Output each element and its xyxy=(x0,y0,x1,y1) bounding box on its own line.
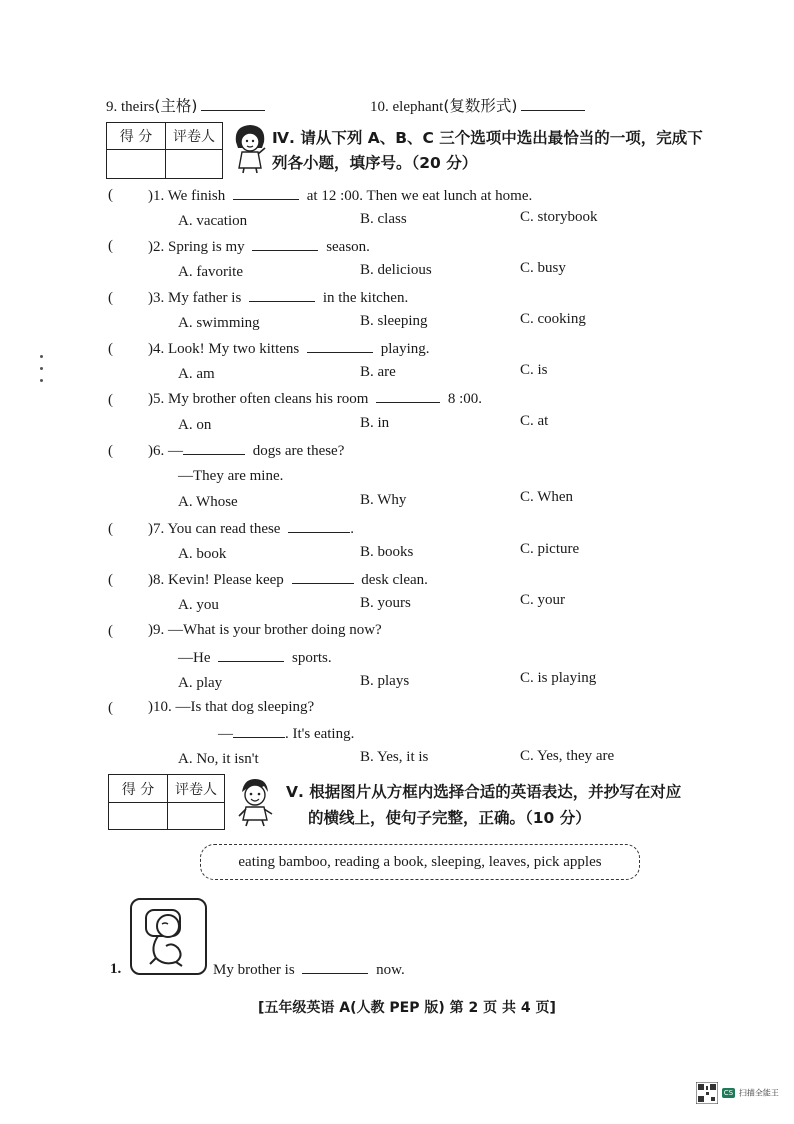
q8-stem-a: )8. Kevin! Please keep xyxy=(148,572,284,588)
page-footer: [五年级英语 A(人教 PEP 版) 第 2 页 共 4 页] xyxy=(258,1000,556,1016)
section-5-title-2: 的横线上，使句子完整，正确。（10 分） xyxy=(308,809,591,827)
q3-option-b[interactable]: B. sleeping xyxy=(360,313,428,329)
q3-stem-a: )3. My father is xyxy=(148,290,242,306)
q8-option-b[interactable]: B. yours xyxy=(360,595,411,611)
q5-stem-b: 8 :00. xyxy=(447,391,483,407)
item-10 xyxy=(370,94,585,116)
q7-option-b[interactable]: B. books xyxy=(360,544,414,560)
q1-option-c[interactable]: C. storybook xyxy=(520,209,598,225)
q6-option-a[interactable]: A. Whose xyxy=(178,494,238,510)
q4-option-b[interactable]: B. are xyxy=(360,364,396,380)
scanner-badge-text: 扫描全能王 xyxy=(738,1088,779,1098)
q4-answer-paren[interactable]: ( xyxy=(108,341,113,357)
q8-stem xyxy=(148,571,428,589)
score-header-5: 得 分 xyxy=(109,775,168,803)
grader-cell-5[interactable] xyxy=(168,803,225,830)
qr-code-icon xyxy=(696,1082,718,1104)
q6-option-b[interactable]: B. Why xyxy=(360,492,407,508)
q5-stem-a: )5. My brother often cleans his room xyxy=(148,391,369,407)
q2-stem xyxy=(148,238,370,256)
pic-q1-number: 1. xyxy=(110,961,122,977)
q4-stem-b: playing. xyxy=(380,341,430,357)
q4-option-a[interactable]: A. am xyxy=(178,366,215,382)
q2-blank[interactable] xyxy=(252,238,318,251)
q6-blank[interactable] xyxy=(183,442,245,455)
pic-q1-blank[interactable] xyxy=(302,961,368,974)
item-9-note: (主格) xyxy=(154,97,198,115)
q7-stem-b: . xyxy=(350,521,354,537)
q9-blank[interactable] xyxy=(218,649,284,662)
section-4-title-1: Ⅳ. 请从下列 A、B、C 三个选项中选出最恰当的一项，完成下 xyxy=(272,129,703,147)
q1-blank[interactable] xyxy=(233,187,299,200)
grader-header: 评卷人 xyxy=(166,123,223,150)
q6-stem-a: )6. — xyxy=(148,443,183,459)
q4-stem-a: )4. Look! My two kittens xyxy=(148,341,300,357)
q4-blank[interactable] xyxy=(307,340,373,353)
score-header: 得 分 xyxy=(107,123,166,150)
q7-option-a[interactable]: A. book xyxy=(178,546,227,562)
score-cell-5[interactable] xyxy=(109,803,168,830)
q10-stem: )10. —Is that dog sleeping? xyxy=(148,699,315,715)
q4-option-c[interactable]: C. is xyxy=(520,362,548,378)
pic-q1-text-a: My brother is xyxy=(213,962,295,978)
q1-option-b[interactable]: B. class xyxy=(360,211,407,227)
q9-stem: )9. —What is your brother doing now? xyxy=(148,622,382,638)
q5-option-b[interactable]: B. in xyxy=(360,415,390,431)
q2-stem-a: )2. Spring is my xyxy=(148,239,245,255)
q7-blank[interactable] xyxy=(288,520,350,533)
q9-option-a[interactable]: A. play xyxy=(178,675,223,691)
q9-option-b[interactable]: B. plays xyxy=(360,673,410,689)
q1-stem-b: at 12 :00. Then we eat lunch at home. xyxy=(306,188,533,204)
q6-option-c[interactable]: C. When xyxy=(520,489,574,505)
q1-stem xyxy=(148,187,532,205)
margin-dots xyxy=(40,355,44,391)
girl-figure-icon xyxy=(230,122,270,174)
grader-header-5: 评卷人 xyxy=(168,775,225,803)
q8-blank[interactable] xyxy=(292,571,354,584)
q3-stem xyxy=(148,289,408,307)
q7-option-c[interactable]: C. picture xyxy=(520,541,580,557)
boy-figure-icon xyxy=(234,776,276,828)
q6-stem-b: dogs are these? xyxy=(252,443,345,459)
q9-line2-b: sports. xyxy=(292,650,332,666)
q5-blank[interactable] xyxy=(376,390,440,403)
q1-answer-paren[interactable]: ( xyxy=(108,187,113,203)
q10-line2-a: — xyxy=(218,726,233,742)
q8-answer-paren[interactable]: ( xyxy=(108,572,113,588)
item-10-text: 10. elephant xyxy=(370,99,444,115)
q2-stem-b: season. xyxy=(326,239,370,255)
q5-stem xyxy=(148,390,482,408)
q4-stem xyxy=(148,340,430,358)
q3-answer-paren[interactable]: ( xyxy=(108,290,113,306)
q2-option-c[interactable]: C. busy xyxy=(520,260,566,276)
q6-reply: —They are mine. xyxy=(178,468,284,484)
q7-stem-a: )7. You can read these xyxy=(148,521,281,537)
grader-cell[interactable] xyxy=(166,150,223,179)
sleeping-boy-picture xyxy=(130,898,207,975)
q6-answer-paren[interactable]: ( xyxy=(108,443,113,459)
q5-answer-paren[interactable]: ( xyxy=(108,392,113,408)
section-5-title-1: Ⅴ. 根据图片从方框内选择合适的英语表达，并抄写在对应 xyxy=(286,783,682,801)
q3-blank[interactable] xyxy=(249,289,315,302)
q2-answer-paren[interactable]: ( xyxy=(108,238,113,254)
word-bank-box: eating bamboo, reading a book, sleeping, leaves, pick apples xyxy=(200,844,640,880)
q7-answer-paren[interactable]: ( xyxy=(108,521,113,537)
q1-option-a[interactable]: A. vacation xyxy=(178,213,248,229)
item-9 xyxy=(106,94,265,116)
pic-q1-text-b: now. xyxy=(376,962,405,978)
q5-option-c[interactable]: C. at xyxy=(520,413,549,429)
q5-option-a[interactable]: A. on xyxy=(178,417,212,433)
q9-line2 xyxy=(178,649,332,667)
q10-line2 xyxy=(218,725,354,743)
q6-stem xyxy=(148,442,344,460)
item-9-text: 9. theirs xyxy=(106,99,155,115)
q9-line2-a: —He xyxy=(178,650,211,666)
q10-line2-b: . It's eating. xyxy=(285,726,355,742)
q9-answer-paren[interactable]: ( xyxy=(108,623,113,639)
score-table-4 xyxy=(106,122,223,179)
item-9-blank[interactable] xyxy=(201,98,265,111)
q3-option-a[interactable]: A. swimming xyxy=(178,315,260,331)
item-10-blank[interactable] xyxy=(521,98,585,111)
q8-option-a[interactable]: A. you xyxy=(178,597,219,613)
scanner-watermark xyxy=(696,1082,779,1104)
q10-answer-paren[interactable]: ( xyxy=(108,700,113,716)
q8-option-c[interactable]: C. your xyxy=(520,592,565,608)
q10-option-a[interactable]: A. No, it isn't xyxy=(178,751,259,767)
q7-stem xyxy=(148,520,354,538)
q1-stem-a: )1. We finish xyxy=(148,188,226,204)
q2-option-a[interactable]: A. favorite xyxy=(178,264,243,280)
q3-option-c[interactable]: C. cooking xyxy=(520,311,586,327)
cs-logo-icon: CS xyxy=(723,1089,734,1097)
q3-stem-b: in the kitchen. xyxy=(322,290,409,306)
score-table-5 xyxy=(108,774,225,830)
q2-option-b[interactable]: B. delicious xyxy=(360,262,432,278)
score-cell[interactable] xyxy=(107,150,166,179)
item-10-note: (复数形式) xyxy=(443,97,518,115)
q10-blank[interactable] xyxy=(233,725,285,738)
sleeping-boy-icon xyxy=(132,900,205,973)
pic-q1-sentence xyxy=(213,961,405,979)
q10-option-c[interactable]: C. Yes, they are xyxy=(520,748,615,764)
section-4-title-2: 列各小题，填序号。（20 分） xyxy=(272,154,478,172)
q8-stem-b: desk clean. xyxy=(361,572,428,588)
q9-option-c[interactable]: C. is playing xyxy=(520,670,597,686)
q10-option-b[interactable]: B. Yes, it is xyxy=(360,749,429,765)
